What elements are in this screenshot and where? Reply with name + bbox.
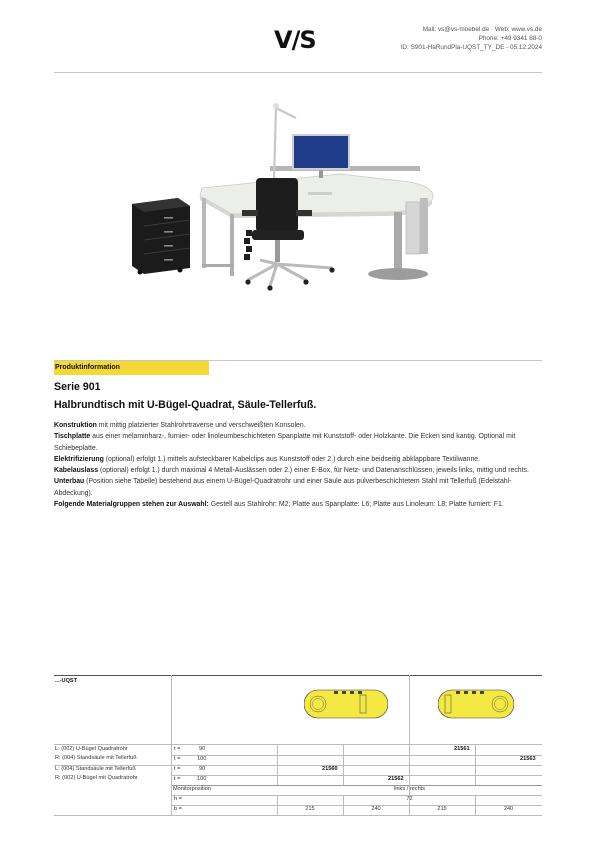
contact-mail-web: Mail: vs@vs-moebel.de · Web: www.vs.de xyxy=(422,26,542,33)
width-value: 240 xyxy=(371,806,381,812)
height-label: h = xyxy=(174,796,182,802)
row-label: L: (004) Standsäule mit Tellerfuß xyxy=(55,766,136,772)
width-value: 215 xyxy=(305,806,315,812)
row-value: 90 xyxy=(199,746,206,752)
row-key: t = xyxy=(174,766,181,772)
plan-drawing-left-u xyxy=(304,689,388,719)
row-label: R: (002) U-Bügel mit Quadratrohr xyxy=(55,775,138,781)
desk xyxy=(200,174,433,280)
product-info-tag: Produktinformation xyxy=(54,361,209,375)
row-key: t = xyxy=(174,756,181,762)
variant-code: ...-UQST xyxy=(55,678,78,684)
product-image xyxy=(120,92,480,302)
height-value: 72 xyxy=(406,796,413,802)
vs-logo: V/S xyxy=(274,26,316,54)
article-number: 21562 xyxy=(388,776,404,782)
row-value: 90 xyxy=(199,766,206,772)
product-title: Halbrundtisch mit U-Bügel-Quadrat, Säule-Tellerfuß. xyxy=(54,399,317,411)
product-description xyxy=(54,420,542,510)
width-value: 215 xyxy=(437,806,447,812)
monitor xyxy=(292,134,350,178)
row-label: R: (004) Standsäule mit Tellerfuß xyxy=(55,755,137,761)
desc-cable-outlet: Kabelauslass (optional) erfolgt 1.) durch maximal 4 Metall-Auslässen oder 2.) einer E-Box, für Netz- und Datenanschlüssen, jeweils links, mittig und rechts. xyxy=(54,467,529,475)
contact-block xyxy=(401,25,542,52)
row-key: t = xyxy=(174,776,181,782)
monitor-position-value: links / rechts xyxy=(393,786,426,792)
desc-construction: Konstruktion mit mittig platzierter Stahlrohrtraverse und verschweißten Konsolen. xyxy=(54,422,306,429)
row-label: L: (002) U-Bügel Quadratrohr xyxy=(55,746,128,752)
article-number: 21561 xyxy=(454,746,470,752)
pedestal-container xyxy=(132,198,190,275)
desc-material-groups: Folgende Materialgruppen stehen zur Auswahl: Gestell aus Stahlrohr: M2; Platte aus Spanplatte: L6; Platte aus Linoleum: L8; Platte furniert: F1. xyxy=(54,501,504,509)
article-number: 21563 xyxy=(520,756,536,762)
header-divider xyxy=(54,72,542,73)
series-title: Serie 901 xyxy=(54,381,101,393)
variant-table xyxy=(54,675,542,815)
monitor-position-label: Monitorposition xyxy=(173,786,211,792)
width-value: 240 xyxy=(503,806,514,812)
row-value: 100 xyxy=(197,756,207,762)
contact-phone: Phone: +49 9341 88-0 xyxy=(478,35,542,42)
row-key: t = xyxy=(174,746,181,752)
keyboard xyxy=(308,192,332,195)
desc-tabletop: Tischplatte aus einer melaminharz-, furnier- oder linoleumbeschichteten Spanplatte mit Kunststoff- oder Holzkante. Die Ecken sind kantig. Optional mit Schiebeplatte. xyxy=(54,433,516,452)
article-number: 21560 xyxy=(322,766,338,772)
cable-spine xyxy=(244,230,252,260)
row-value: 100 xyxy=(197,776,207,782)
width-label: b = xyxy=(174,806,182,812)
document-id: ID: S901-HaRundPla-UQST_TY_DE - 05.12.2024 xyxy=(400,44,542,51)
desc-substructure: Unterbau (Position siehe Tabelle) bestehend aus einem U-Bügel-Quadratrohr und einer Säule aus pulverbeschichtetem Stahl mit Tellerfuß (Edelstahl-Abdeckung). xyxy=(54,478,512,497)
desc-electrification: Elektrifizierung (optional) erfolgt 1.) mittels aufsteckbarer Kabelclips aus Kunststoff oder 2.) durch eine beidseitig abklappbare Textilwanne. xyxy=(54,455,481,463)
plan-drawing-right-u xyxy=(438,689,514,719)
